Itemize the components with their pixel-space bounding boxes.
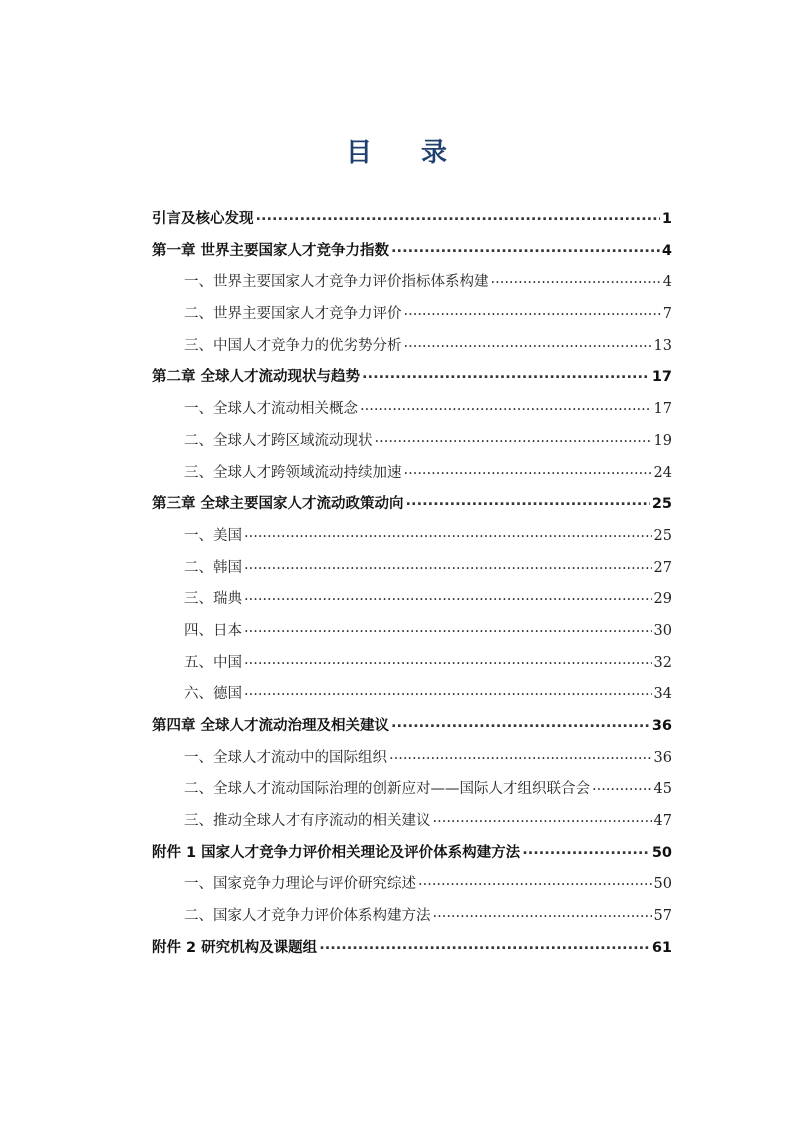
toc-entry-label: 二、全球人才流动国际治理的创新应对——国际人才组织联合会 [184,781,590,798]
toc-page-number: 25 [653,527,672,544]
toc-entry[interactable] [152,743,672,775]
toc-page-number: 4 [662,274,672,291]
toc-entry[interactable] [152,616,672,648]
toc-entry-label: 三、中国人才竞争力的优劣势分析 [184,337,402,354]
toc-entry[interactable] [152,426,672,458]
toc-page-number: 19 [653,432,672,449]
toc-entry-label: 三、全球人才跨领域流动持续加速 [184,464,402,481]
toc-entry[interactable] [152,648,672,680]
toc-dot-leader [244,676,652,708]
toc-dot-leader [433,803,652,835]
toc-page-number: 61 [651,939,672,956]
toc-page-number: 29 [653,591,672,608]
toc-entry[interactable] [152,711,672,743]
toc-entry[interactable] [152,362,672,394]
toc-page-number: 17 [651,369,672,386]
toc-entry[interactable] [152,901,672,933]
toc-dot-leader [244,518,652,550]
toc-page-number: 1 [661,211,672,227]
toc-dot-leader [391,708,650,740]
toc-page-number: 34 [653,686,672,703]
toc-entry[interactable] [152,236,672,268]
toc-dot-leader [404,455,652,487]
toc-dot-leader [391,233,660,265]
toc-dot-leader [256,201,660,233]
toc-page-number: 47 [653,813,672,830]
toc-dot-leader [491,264,661,296]
toc-page-number: 30 [653,622,672,639]
toc-entry-label: 三、推动全球人才有序流动的相关建议 [184,813,431,830]
toc-entry-label: 附件 1 国家人才竞争力评价相关理论及评价体系构建方法 [152,844,521,861]
toc-entry-label: 五、中国 [184,654,242,671]
toc-dot-leader [375,423,652,455]
toc-page-number: 36 [653,749,672,766]
toc-entry[interactable] [152,869,672,901]
toc-entry[interactable] [152,933,672,965]
toc-entry[interactable] [152,584,672,616]
toc-dot-leader [433,898,652,930]
toc-entry[interactable] [152,489,672,521]
toc-entry-label: 引言及核心发现 [152,211,254,227]
toc-entry-label: 第四章 全球人才流动治理及相关建议 [152,718,390,734]
table-of-contents [152,204,672,965]
toc-entry[interactable] [152,331,672,363]
toc-entry-label: 一、世界主要国家人才竞争力评价指标体系构建 [184,274,489,291]
toc-page-number: 13 [653,337,672,354]
toc-entry-label: 三、瑞典 [184,591,242,608]
toc-entry-label: 一、国家竞争力理论与评价研究综述 [184,876,416,893]
toc-page-number: 45 [653,781,672,798]
toc-page-number: 57 [653,908,672,925]
toc-entry-label: 第一章 世界主要国家人才竞争力指数 [152,242,390,259]
toc-entry-label: 二、世界主要国家人才竞争力评价 [184,306,402,323]
toc-dot-leader [244,550,652,582]
toc-entry-label: 附件 2 研究机构及课题组 [152,939,318,956]
toc-entry-label: 四、日本 [184,622,242,639]
toc-dot-leader [360,391,652,423]
toc-dot-leader [404,296,661,328]
toc-page-number: 50 [653,876,672,893]
toc-entry-label: 二、国家人才竞争力评价体系构建方法 [184,908,431,925]
toc-entry[interactable] [152,679,672,711]
toc-entry-label: 六、德国 [184,686,242,703]
toc-page-number: 17 [653,401,672,418]
toc-entry[interactable] [152,838,672,870]
toc-dot-leader [362,359,650,391]
toc-page-number: 50 [651,844,672,861]
toc-entry[interactable] [152,458,672,490]
toc-entry[interactable] [152,774,672,806]
toc-dot-leader [592,771,652,803]
toc-page-number: 4 [661,242,672,259]
toc-dot-leader [244,613,652,645]
toc-entry-label: 一、美国 [184,527,242,544]
toc-dot-leader [522,835,650,867]
toc-entry[interactable] [152,394,672,426]
toc-page-number: 24 [653,464,672,481]
toc-page-number: 25 [651,496,672,513]
toc-dot-leader [244,581,652,613]
toc-entry[interactable] [152,204,672,236]
toc-title: 目 录 [345,138,468,168]
toc-dot-leader [389,740,652,772]
toc-entry-label: 二、全球人才跨区域流动现状 [184,432,373,449]
toc-entry-label: 第二章 全球人才流动现状与趋势 [152,369,361,386]
toc-entry[interactable] [152,521,672,553]
toc-dot-leader [404,328,652,360]
toc-dot-leader [319,930,650,962]
toc-dot-leader [406,486,650,518]
toc-entry[interactable] [152,806,672,838]
toc-page-number: 32 [653,654,672,671]
toc-entry-label: 一、全球人才流动中的国际组织 [184,749,387,766]
toc-entry[interactable] [152,267,672,299]
toc-entry-label: 二、韩国 [184,559,242,576]
toc-page-number: 7 [662,306,672,323]
toc-entry[interactable] [152,553,672,585]
toc-page-number: 27 [653,559,672,576]
toc-entry-label: 第三章 全球主要国家人才流动政策动向 [152,496,404,513]
toc-dot-leader [244,645,652,677]
toc-entry-label: 一、全球人才流动相关概念 [184,401,358,418]
toc-page-number: 36 [651,718,672,734]
toc-entry[interactable] [152,299,672,331]
toc-dot-leader [418,866,652,898]
